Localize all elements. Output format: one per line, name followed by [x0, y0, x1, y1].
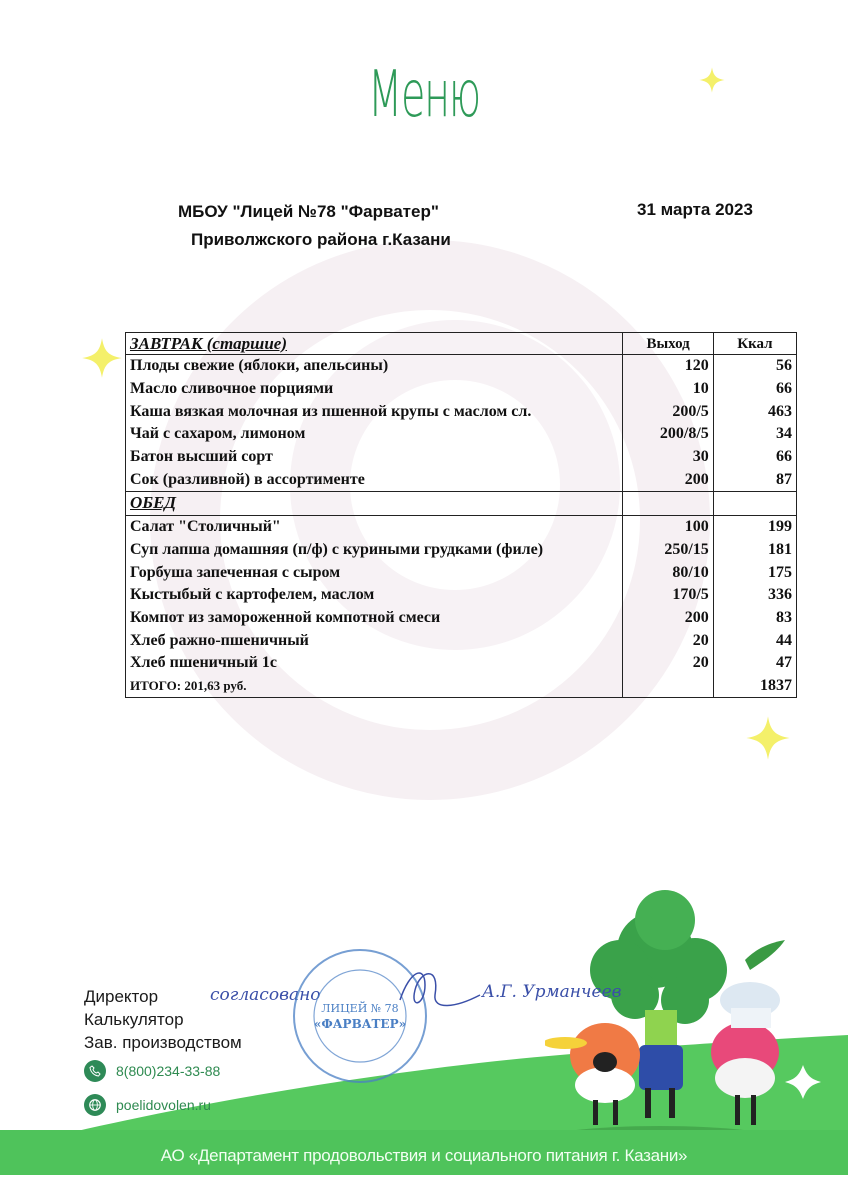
dish-yield: 80/10	[623, 561, 713, 584]
beet-icon	[711, 982, 780, 1125]
dish-name: Плоды свежие (яблоки, апельсины)	[130, 357, 389, 375]
dish-yield: 20	[623, 629, 713, 652]
star-icon	[698, 66, 726, 94]
onion-icon	[545, 1023, 640, 1125]
table-row	[126, 355, 797, 378]
contact-website	[84, 1094, 211, 1116]
dish-kcal: 181	[713, 539, 796, 562]
page-title: Меню	[368, 58, 480, 132]
dish-name: Батон высший сорт	[130, 448, 273, 466]
dish-yield: 170/5	[623, 584, 713, 607]
dish-kcal: 83	[713, 607, 796, 630]
dish-name: Горбуша запеченная с сыром	[130, 563, 341, 581]
dish-name: Масло сливочное порциями	[130, 380, 334, 398]
table-row	[126, 400, 797, 423]
vegetable-chef-mascots-illustration	[545, 880, 825, 1140]
table-header-row	[126, 333, 797, 355]
globe-icon	[84, 1094, 106, 1116]
website-link[interactable]: poelidovolen.ru	[116, 1097, 211, 1113]
dish-kcal: 87	[713, 468, 796, 491]
table-row	[126, 652, 797, 675]
total-row	[126, 675, 797, 698]
dish-kcal: 34	[713, 423, 796, 446]
section-title-breakfast: ЗАВТРАК (старшие)	[126, 333, 623, 355]
menu-table	[125, 332, 797, 698]
star-icon	[744, 714, 792, 762]
dish-kcal: 336	[713, 584, 796, 607]
table-row	[126, 468, 797, 491]
section-row-lunch	[126, 492, 797, 516]
dish-yield: 200	[623, 607, 713, 630]
table-row	[126, 539, 797, 562]
empty-cell	[713, 492, 796, 516]
dish-yield: 120	[623, 355, 713, 378]
table-row	[126, 446, 797, 469]
dish-yield: 20	[623, 652, 713, 675]
dish-kcal: 199	[713, 515, 796, 538]
dish-yield: 10	[623, 378, 713, 401]
contact-phone	[84, 1060, 220, 1082]
dish-kcal: 44	[713, 629, 796, 652]
table-row	[126, 561, 797, 584]
total-yield	[623, 675, 713, 698]
dish-kcal: 66	[713, 378, 796, 401]
menu-date: 31 марта 2023	[637, 200, 753, 219]
dish-kcal: 56	[713, 355, 796, 378]
empty-cell	[623, 492, 713, 516]
approval-handwritten-note: согласовано	[210, 985, 321, 1005]
table-row	[126, 607, 797, 630]
star-icon	[80, 336, 124, 380]
signature-scribble	[395, 960, 485, 1020]
organization-name: МБОУ "Лицей №78 "Фарватер"	[178, 202, 439, 221]
dish-kcal: 66	[713, 446, 796, 469]
table-row	[126, 584, 797, 607]
role-calculator: Калькулятор	[84, 1010, 184, 1029]
stamp-line1: ЛИЦЕЙ № 78	[321, 1002, 399, 1015]
dish-name: Хлеб пшеничный 1с	[130, 654, 277, 672]
dish-yield: 200/8/5	[623, 423, 713, 446]
signer-name-handwritten: А.Г. Урманчеев	[482, 982, 622, 1002]
dish-name: Хлеб ражно-пшеничный	[130, 631, 309, 649]
table-row	[126, 515, 797, 538]
dish-kcal: 175	[713, 561, 796, 584]
phone-number[interactable]: 8(800)234-33-88	[116, 1063, 221, 1079]
total-kcal: 1837	[713, 675, 796, 698]
dish-name: Каша вязкая молочная из пшенной крупы с маслом сл.	[130, 402, 532, 420]
role-director: Директор	[84, 987, 159, 1006]
column-header-kcal: Ккал	[713, 333, 796, 355]
stamp-line2: «ФАРВАТЕР»	[313, 1017, 407, 1031]
phone-icon	[84, 1060, 106, 1082]
dish-yield: 100	[623, 515, 713, 538]
table-row	[126, 629, 797, 652]
dish-name: Компот из замороженной компотной смеси	[130, 608, 441, 626]
dish-name: Кыстыбый с картофелем, маслом	[130, 586, 375, 604]
dish-name: Суп лапша домашняя (п/ф) с куриными грудками (филе)	[130, 540, 544, 558]
dish-yield: 250/15	[623, 539, 713, 562]
dish-kcal: 47	[713, 652, 796, 675]
dish-name: Салат "Столичный"	[126, 515, 623, 538]
footer-company-name: АО «Департамент продовольствия и социального питания г. Казани»	[160, 1146, 688, 1165]
dish-yield: 30	[623, 446, 713, 469]
dish-yield: 200	[623, 468, 713, 491]
dish-name: Сок (разливной) в ассортименте	[130, 470, 365, 488]
section-title-lunch: ОБЕД	[126, 492, 623, 516]
table-row	[126, 423, 797, 446]
total-label: ИТОГО: 201,63 руб.	[130, 677, 247, 693]
dish-name: Чай с сахаром, лимоном	[130, 425, 306, 443]
dish-kcal: 463	[713, 400, 796, 423]
organization-district: Приволжского района г.Казани	[191, 230, 451, 249]
dish-yield: 200/5	[623, 400, 713, 423]
column-header-yield: Выход	[623, 333, 713, 355]
role-production-head: Зав. производством	[84, 1033, 242, 1052]
table-row	[126, 378, 797, 401]
